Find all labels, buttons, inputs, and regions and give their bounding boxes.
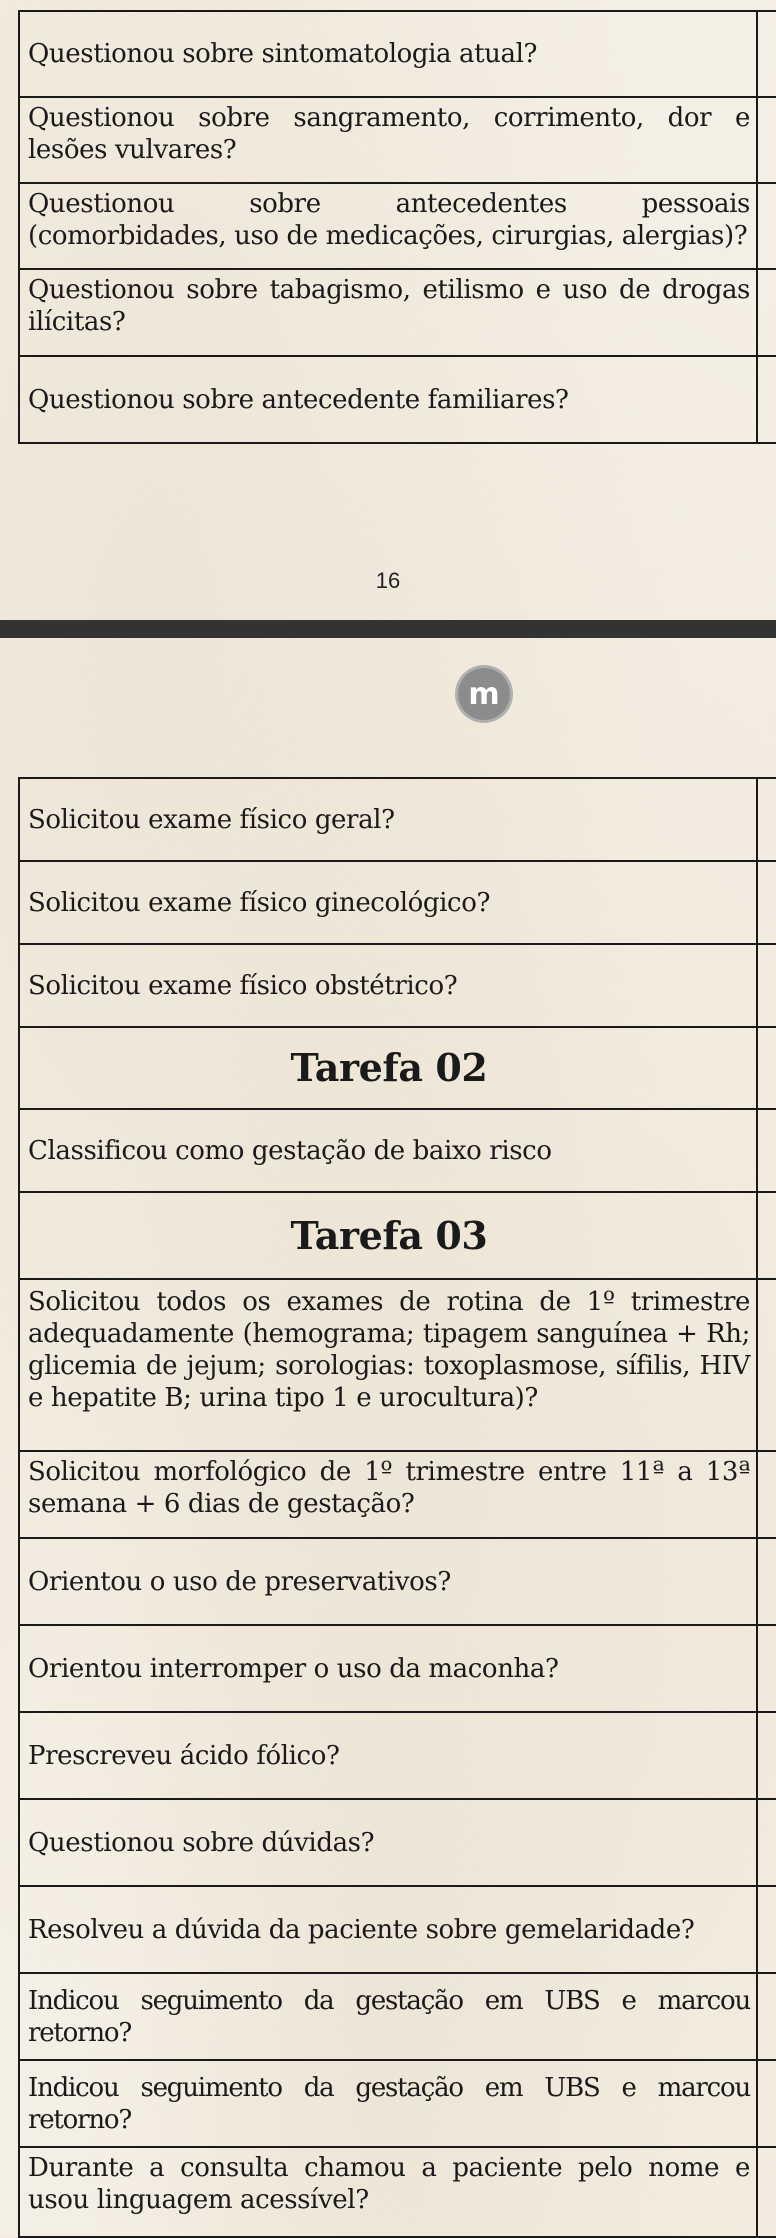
row-text: Solicitou exame físico ginecológico? [20,862,758,943]
row-text: Orientou o uso de preservativos? [20,1539,758,1624]
table-row [18,2148,776,2238]
row-text: Prescreveu ácido fólico? [20,1713,758,1798]
row-text: Indicou seguimento da gestação em UBS e marcou retorno? [20,2061,758,2146]
table-row [18,1713,776,1800]
row-text: Indicou seguimento da gestação em UBS e marcou retorno? [20,1974,758,2059]
checklist-table-top [18,10,776,444]
table-row [18,357,776,444]
row-text: Questionou sobre dúvidas? [20,1800,758,1885]
table-row [18,12,776,98]
checklist-table-bottom [18,777,776,2238]
table-row [18,945,776,1028]
page-number: 16 [375,568,401,593]
row-text: Durante a consulta chamou a paciente pelo nome e usou linguagem acessível? [20,2148,758,2236]
row-text: Solicitou morfológico de 1º trimestre entre 11ª a 13ª semana + 6 dias de gestação? [20,1452,758,1537]
row-text: Resolveu a dúvida da paciente sobre gemelaridade? [20,1887,758,1972]
table-row [18,1974,776,2061]
row-text: Solicitou todos os exames de rotina de 1º trimestre adequadamente (hemograma; tipagem sanguínea + Rh; glicemia de jejum; sorologias: toxoplasmose, sífilis, HIV e hepatite B; urina tipo 1 e urocultura)? [20,1280,758,1450]
section-heading: Tarefa 03 [20,1193,758,1278]
table-row [18,1110,776,1193]
table-row [18,1887,776,1974]
section-heading-row [18,1028,776,1110]
table-row [18,1539,776,1626]
table-row [18,98,776,184]
table-row [18,1452,776,1539]
row-text: Solicitou exame físico geral? [20,779,758,860]
table-row [18,1800,776,1887]
table-row [18,184,776,270]
page-divider [0,620,776,638]
row-text: Questionou sobre antecedente familiares? [20,357,758,442]
section-heading-row [18,1193,776,1280]
row-text: Questionou sobre tabagismo, etilismo e uso de drogas ilícitas? [20,270,758,355]
row-text: Questionou sobre sangramento, corrimento, dor e lesões vulvares? [20,98,758,182]
row-text: Classificou como gestação de baixo risco [20,1110,758,1191]
row-text: Solicitou exame físico obstétrico? [20,945,758,1026]
table-row [18,2061,776,2148]
row-text: Orientou interromper o uso da maconha? [20,1626,758,1711]
logo-icon: m [458,668,510,720]
row-text: Questionou sobre antecedentes pessoais (comorbidades, uso de medicações, cirurgias, alergias)? [20,184,758,268]
table-row [18,862,776,945]
table-row [18,779,776,862]
row-text: Questionou sobre sintomatologia atual? [20,12,758,96]
table-row [18,270,776,357]
table-row [18,1280,776,1452]
section-heading: Tarefa 02 [20,1028,758,1108]
table-row [18,1626,776,1713]
